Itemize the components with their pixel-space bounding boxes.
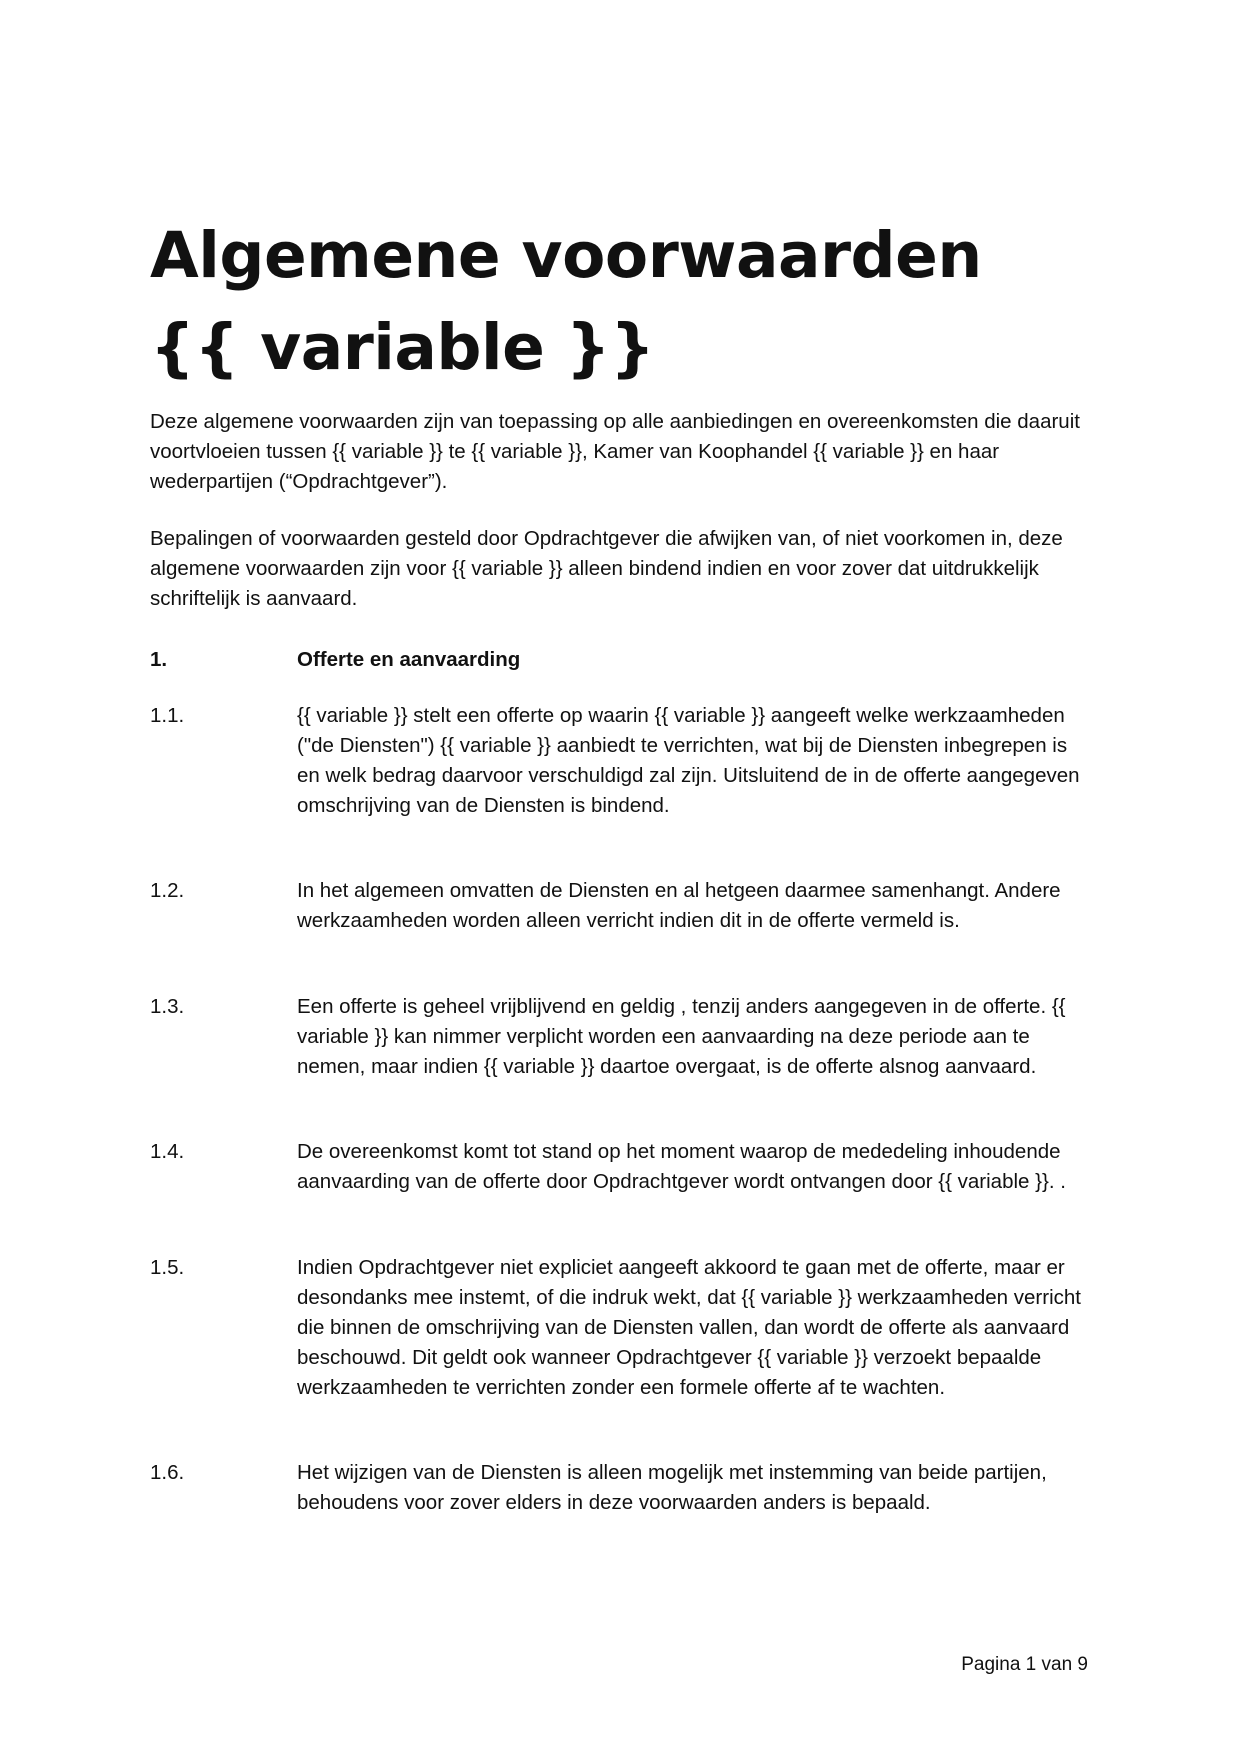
clause-number: 1.5. (150, 1256, 185, 1279)
title-line-2: {{ variable }} (150, 311, 655, 384)
clause-number: 1.6. (150, 1461, 185, 1484)
title-line-1: Algemene voorwaarden (150, 219, 982, 292)
intro-paragraph-1: Deze algemene voorwaarden zijn van toepassing op alle aanbiedingen en overeenkomsten die daaruit voortvloeien tussen {{ variable }} te {{ variable }}, Kamer van Koophandel {{ variable }} en haar wederpartijen (“Opdrachtgever”). (150, 410, 1080, 493)
clause-number: 1.1. (150, 704, 185, 727)
section-heading: Offerte en aanvaarding (297, 648, 521, 671)
intro-paragraph-2: Bepalingen of voorwaarden gesteld door Opdrachtgever die afwijken van, of niet voorkomen in, deze algemene voorwaarden zijn voor {{ variable }} alleen bindend indien en voor zover dat uitdrukkelijk schriftelijk is aanvaard. (150, 527, 1063, 610)
clause-text: {{ variable }} stelt een offerte op waarin {{ variable }} aangeeft welke werkzaamheden ("de Diensten") {{ variable }} aanbiedt te verrichten, wat bij de Diensten inbegrepen is en welk bedrag daarvoor verschuldigd zal zijn. Uitsluitend de in de offerte aangegeven omschrijving van de Diensten is bindend. (297, 704, 1080, 817)
clause-number: 1.3. (150, 995, 185, 1018)
page-number-footer: Pagina 1 van 9 (961, 1654, 1088, 1675)
clause-number: 1.2. (150, 879, 185, 902)
clause-text: Een offerte is geheel vrijblijvend en geldig , tenzij anders aangegeven in de offerte. {{ variable }} kan nimmer verplicht worden een aanvaarding na deze periode aan te nemen, maar indien {{ variable }} daartoe overgaat, is de offerte alsnog aanvaard. (297, 995, 1066, 1078)
clause-text: De overeenkomst komt tot stand op het moment waarop de mededeling inhoudende aanvaarding van de offerte door Opdrachtgever wordt ontvangen door {{ variable }}. . (297, 1140, 1066, 1193)
clause-text: In het algemeen omvatten de Diensten en al hetgeen daarmee samenhangt. Andere werkzaamheden worden alleen verricht indien dit in de offerte vermeld is. (297, 879, 1061, 932)
document-title (150, 210, 1090, 394)
clause-number: 1.4. (150, 1140, 185, 1163)
clause-text: Het wijzigen van de Diensten is alleen mogelijk met instemming van beide partijen, behoudens voor zover elders in deze voorwaarden anders is bepaald. (297, 1461, 1047, 1514)
section-number: 1. (150, 648, 168, 671)
clause-text: Indien Opdrachtgever niet expliciet aangeeft akkoord te gaan met de offerte, maar er desondanks mee instemt, of die indruk wekt, dat {{ variable }} werkzaamheden verricht die binnen de omschrijving van de Diensten vallen, dan wordt de offerte als aanvaard beschouwd. Dit geldt ook wanneer Opdrachtgever {{ variable }} verzoekt bepaalde werkzaamheden te verrichten zonder een formele offerte af te wachten. (297, 1256, 1081, 1399)
